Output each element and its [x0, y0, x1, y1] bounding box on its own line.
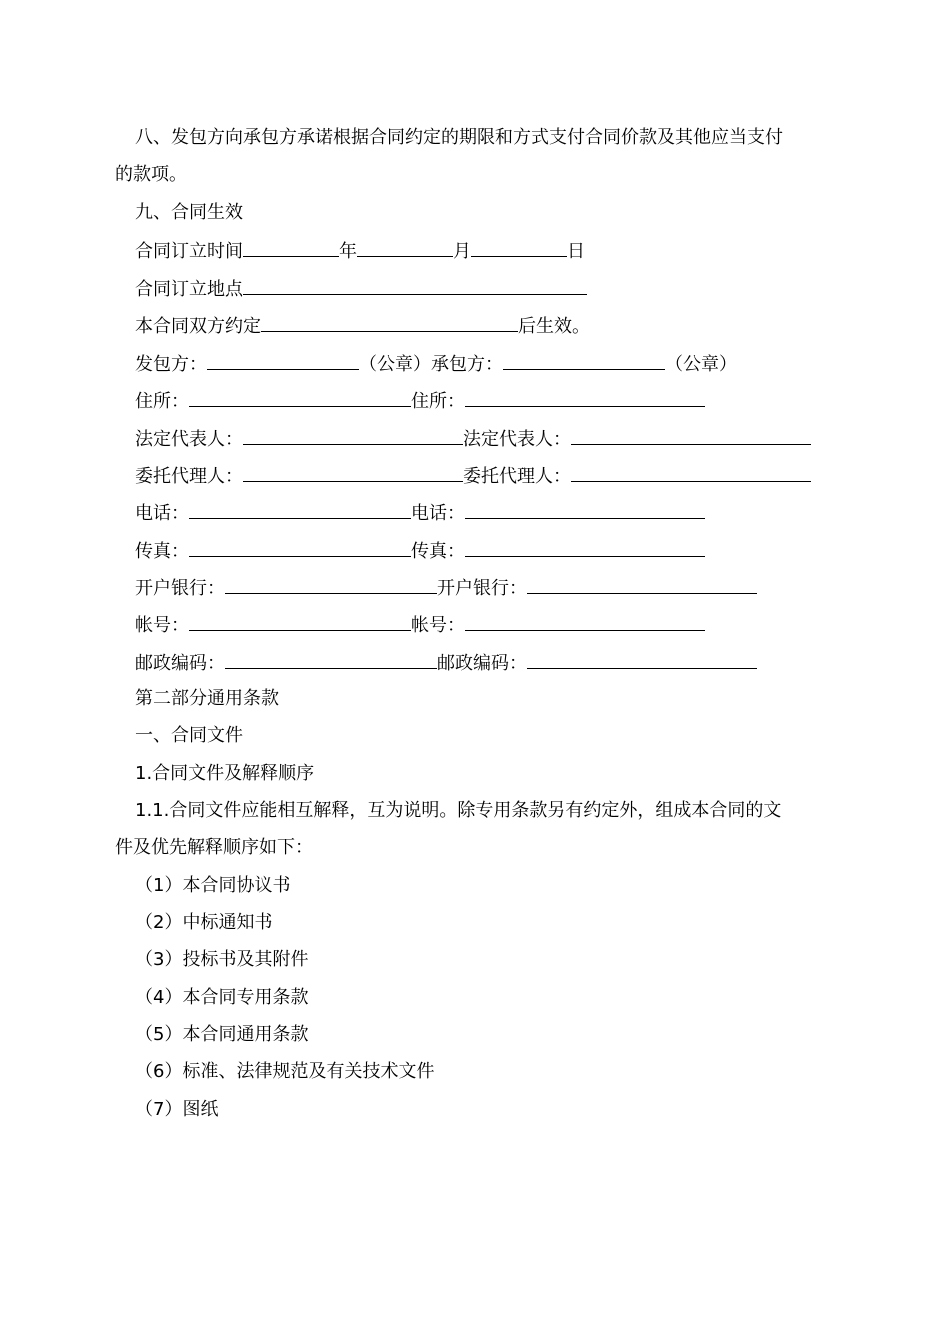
list-item: （5）本合同通用条款: [135, 1024, 309, 1045]
subsection-1-1-line-1: 1.1.合同文件应能相互解释，互为说明。除专用条款另有约定外，组成本合同的文: [135, 800, 782, 821]
field-blank: [243, 426, 463, 445]
field-label: 传真：: [135, 541, 189, 562]
field-label: 开户银行：: [437, 578, 527, 599]
field-label: 邮政编码：: [135, 653, 225, 674]
field-blank: [189, 612, 411, 631]
account-row: [135, 612, 705, 636]
list-item: （2）中标通知书: [135, 912, 273, 933]
sign-place-row: [135, 276, 587, 300]
field-blank: [189, 500, 411, 519]
list-item: （1）本合同协议书: [135, 875, 291, 896]
field-blank: [527, 650, 757, 669]
field-blank: [225, 650, 437, 669]
contractor-label: 承包方：: [431, 354, 503, 375]
field-blank: [527, 575, 757, 594]
field-blank: [465, 612, 705, 631]
field-blank: [571, 426, 811, 445]
clause-8-line-2: 的款项。: [115, 164, 187, 185]
employer-seal: （公章）: [359, 354, 431, 375]
sign-place-blank: [243, 276, 587, 295]
field-label: 住所：: [411, 391, 465, 412]
field-label: 电话：: [411, 503, 465, 524]
list-item: （6）标准、法律规范及有关技术文件: [135, 1061, 435, 1082]
agent-row: [135, 463, 811, 487]
list-item: （4）本合同专用条款: [135, 987, 309, 1008]
sign-time-row: [135, 238, 585, 262]
field-label: 邮政编码：: [437, 653, 527, 674]
effective-label: 本合同双方约定: [135, 316, 261, 337]
sign-place-label: 合同订立地点: [135, 279, 243, 300]
year-label: 年: [339, 241, 357, 262]
field-blank: [189, 388, 411, 407]
effective-row: [135, 313, 590, 337]
list-item: （7）图纸: [135, 1099, 219, 1120]
phone-row: [135, 500, 705, 524]
section-1-title: 一、合同文件: [135, 725, 243, 746]
clause-8-line-1: 八、发包方向承包方承诺根据合同约定的期限和方式支付合同价款及其他应当支付: [135, 127, 783, 148]
part-2-title: 第二部分通用条款: [135, 688, 279, 709]
field-label: 住所：: [135, 391, 189, 412]
parties-row: [135, 351, 737, 375]
field-label: 帐号：: [411, 615, 465, 636]
field-blank: [571, 463, 811, 482]
employer-blank: [207, 351, 359, 370]
employer-label: 发包方：: [135, 354, 207, 375]
field-blank: [189, 538, 411, 557]
list-item: （3）投标书及其附件: [135, 949, 309, 970]
sign-time-label: 合同订立时间: [135, 241, 243, 262]
contractor-seal: （公章）: [665, 354, 737, 375]
field-blank: [243, 463, 463, 482]
field-label: 委托代理人：: [463, 466, 571, 487]
month-blank: [357, 238, 453, 257]
postcode-row: [135, 650, 757, 674]
bank-row: [135, 575, 757, 599]
effective-suffix: 后生效。: [518, 316, 590, 337]
contractor-blank: [503, 351, 665, 370]
field-blank: [465, 500, 705, 519]
field-blank: [465, 538, 705, 557]
field-label: 传真：: [411, 541, 465, 562]
month-label: 月: [453, 241, 471, 262]
fax-row: [135, 538, 705, 562]
field-label: 电话：: [135, 503, 189, 524]
year-blank: [243, 238, 339, 257]
clause-9-title: 九、合同生效: [135, 202, 243, 223]
address-row: [135, 388, 705, 412]
field-blank: [225, 575, 437, 594]
subsection-1-1-line-2: 件及优先解释顺序如下：: [115, 837, 313, 858]
subsection-1-title: 1.合同文件及解释顺序: [135, 763, 315, 784]
day-label: 日: [567, 241, 585, 262]
field-blank: [465, 388, 705, 407]
field-label: 法定代表人：: [135, 429, 243, 450]
day-blank: [471, 238, 567, 257]
field-label: 帐号：: [135, 615, 189, 636]
field-label: 法定代表人：: [463, 429, 571, 450]
field-label: 委托代理人：: [135, 466, 243, 487]
field-label: 开户银行：: [135, 578, 225, 599]
legal-rep-row: [135, 426, 811, 450]
effective-blank: [261, 313, 518, 332]
